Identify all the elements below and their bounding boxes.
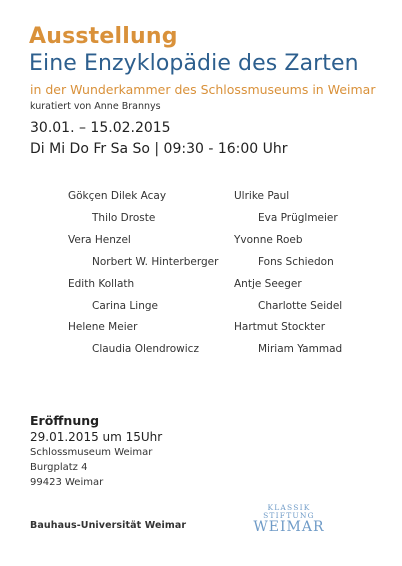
venue-name: Schlossmuseum Weimar: [30, 447, 153, 458]
logo-line-klassik: KLASSIK: [267, 503, 311, 512]
exhibition-title: Eine Enzyklopädie des Zarten: [29, 51, 359, 76]
artist-name: Carina Linge: [92, 300, 158, 312]
artist-name: Eva Prüglmeier: [258, 212, 338, 224]
artist-name: Norbert W. Hinterberger: [92, 256, 219, 268]
klassik-stiftung-logo: [243, 503, 335, 537]
bauhaus-university-logo: Bauhaus-Universität Weimar: [30, 520, 187, 531]
artist-name: Fons Schiedon: [258, 256, 334, 268]
curator-credit: kuratiert von Anne Brannys: [30, 101, 161, 112]
opening-hours: Di Mi Do Fr Sa So | 09:30 - 16:00 Uhr: [30, 141, 288, 157]
artist-name: Claudia Olendrowicz: [92, 343, 199, 355]
artist-name: Vera Henzel: [68, 234, 131, 246]
exhibition-subtitle: in der Wunderkammer des Schlossmuseums in Weimar: [30, 82, 376, 97]
artist-name: Hartmut Stockter: [234, 321, 326, 333]
artist-name: Yvonne Roeb: [234, 234, 303, 246]
opening-date: 29.01.2015 um 15Uhr: [30, 430, 163, 444]
artist-name: Miriam Yammad: [258, 343, 343, 355]
artist-name: Gökçen Dilek Acay: [68, 190, 167, 202]
artist-name: Thilo Droste: [92, 212, 156, 224]
artist-name: Charlotte Seidel: [258, 300, 343, 312]
logo-line-weimar: WEIMAR: [253, 519, 325, 535]
venue-street: Burgplatz 4: [30, 462, 88, 473]
logo-line-stiftung: STIFTUNG: [263, 511, 315, 520]
artist-name: Edith Kollath: [68, 278, 135, 290]
exhibition-label: Ausstellung: [29, 24, 178, 49]
exhibition-dates: 30.01. – 15.02.2015: [30, 120, 171, 136]
venue-city: 99423 Weimar: [30, 477, 104, 488]
opening-heading: Eröffnung: [30, 413, 100, 428]
artist-name: Antje Seeger: [234, 278, 302, 290]
artist-name: Ulrike Paul: [234, 190, 290, 202]
artist-name: Helene Meier: [68, 321, 138, 333]
